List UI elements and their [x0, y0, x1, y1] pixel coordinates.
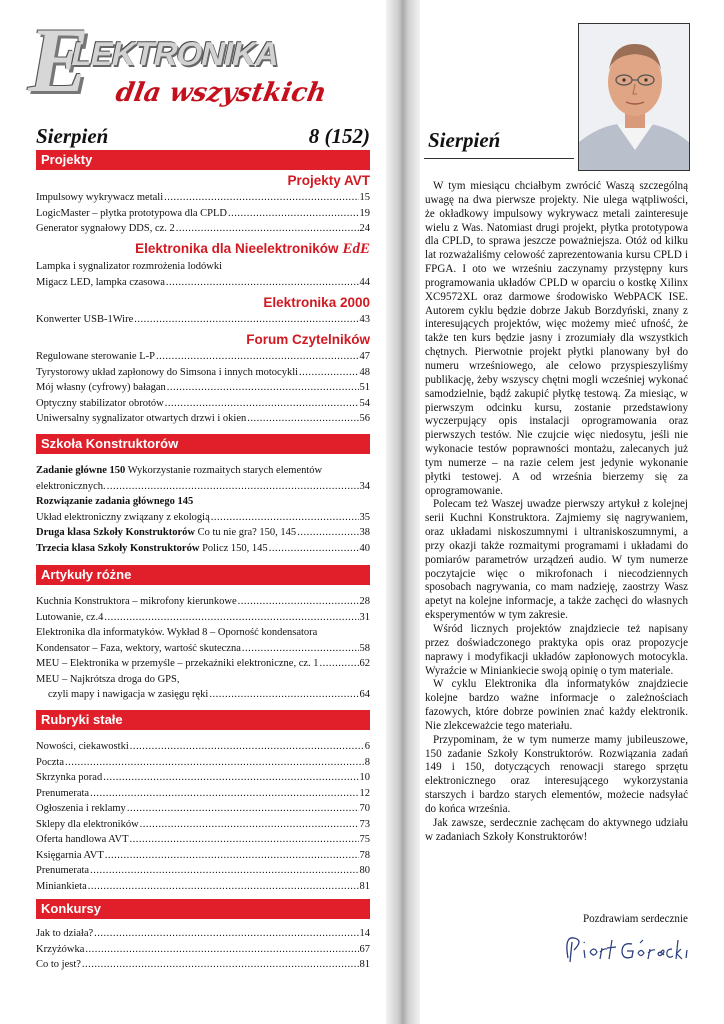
issue-header	[36, 124, 370, 150]
toc-row[interactable]: Trzecia klasa Szkoły Konstruktorów Policz 150, 145 ..... 40	[36, 541, 370, 557]
toc-row[interactable]: Kondensator – Faza, wektory, wartość skuteczna ..... 58	[36, 641, 370, 657]
toc-row[interactable]: Księgarnia AVT ..... 78	[36, 848, 370, 864]
toc-row[interactable]: Układ elektroniczny związany z ekologią ..... 35	[36, 510, 370, 526]
editorial-title: Sierpień	[428, 128, 501, 152]
toc-row[interactable]: Druga klasa Szkoły Konstruktorów Co tu nie gra? 150, 145 ..... 38	[36, 525, 370, 541]
toc-row[interactable]: Poczta ..... 8	[36, 755, 370, 771]
toc-row[interactable]: Migacz LED, lampka czasowa ..... 44	[36, 275, 370, 291]
toc-row[interactable]: elektronicznych. ..... 34	[36, 479, 370, 495]
toc-list-artykuly	[36, 594, 370, 703]
issue-number: 8 (152)	[308, 124, 370, 148]
toc-row[interactable]: czyli mapy i nawigacja w zasięgu ręki ..... 64	[36, 687, 370, 703]
toc-list-forum	[36, 349, 370, 427]
editorial-greeting: Pozdrawiam serdecznie	[582, 913, 688, 925]
editorial-paragraph: W cyklu Elektronika dla informatyków znajdziecie kolejne bardzo ważne informacje o zależnościach fazowych, które dobrze powinien znać każdy elektronik. Nie zlekceważcie tego materiału.	[425, 678, 688, 732]
toc-row[interactable]: Skrzynka porad ..... 10	[36, 770, 370, 786]
toc-line: MEU – Najkrótsza droga do GPS,	[36, 673, 180, 685]
toc-row[interactable]: Mój własny (cyfrowy) bałagan ..... 51	[36, 380, 370, 396]
toc-list-rubryki	[36, 739, 370, 894]
toc-row[interactable]: Lutowanie, cz.4 ..... 31	[36, 610, 370, 626]
toc-row[interactable]: Konwerter USB-1Wire ..... 43	[36, 312, 370, 328]
toc-line: Zadanie główne 150 Wykorzystanie rozmaitych starych elementów	[36, 465, 323, 476]
editorial-body	[425, 180, 688, 845]
toc-line: Elektronika dla informatyków. Wykład 8 – Oporność kondensatora	[36, 627, 318, 638]
toc-list-e2000	[36, 312, 370, 328]
logo-wordmark: LEKTRONIKA	[68, 35, 283, 72]
section-bar-rubryki: Rubryki stałe	[36, 710, 370, 730]
editorial-paragraph: Jak zawsze, serdecznie zachęcam do aktywnego udziału w zadaniach Szkoły Konstruktorów!	[425, 816, 688, 843]
toc-row[interactable]: Kuchnia Konstruktora – mikrofony kierunkowe ..... 28	[36, 594, 370, 610]
toc-row[interactable]: Krzyżówka ..... 67	[36, 942, 370, 958]
author-photo	[578, 23, 690, 171]
section-bar-konkursy: Konkursy	[36, 899, 370, 919]
toc-list-avt	[36, 190, 370, 237]
subsection-forum: Forum Czytelników	[246, 332, 370, 347]
toc-row[interactable]: Jak to działa? ..... 14	[36, 926, 370, 942]
toc-row[interactable]: Tyrystorowy układ zapłonowy do Simsona i innych motocykli ..... 48	[36, 365, 370, 381]
subsection-ede: Elektronika dla Nieelektroników EdE	[135, 241, 370, 257]
subsection-projekty-avt: Projekty AVT	[287, 173, 370, 188]
section-bar-projekty: Projekty	[36, 150, 370, 170]
toc-row[interactable]: Optyczny stabilizator obrotów ..... 54	[36, 396, 370, 412]
toc-row[interactable]: Impulsowy wykrywacz metali ..... 15	[36, 190, 370, 206]
toc-row[interactable]: Oferta handlowa AVT ..... 75	[36, 832, 370, 848]
issue-month: Sierpień	[36, 124, 109, 148]
logo-subtitle: dla wszystkich	[113, 78, 329, 108]
magazine-logo	[28, 9, 373, 118]
toc-list-konkursy	[36, 926, 370, 973]
toc-row[interactable]: Generator sygnałowy DDS, cz. 2 ..... 24	[36, 221, 370, 237]
author-signature	[560, 928, 692, 968]
toc-line: Rozwiązanie zadania głównego 145	[36, 496, 194, 507]
toc-row[interactable]: LogicMaster – płytka prototypowa dla CPLD ..... 19	[36, 206, 370, 222]
toc-row[interactable]: Prenumerata ..... 12	[36, 786, 370, 802]
toc-list-ede	[36, 259, 370, 290]
editorial-paragraph: Przypominam, że w tym numerze mamy jubileuszowe, 150 zadanie Szkoły Konstruktorów. Rozwiązania zadań 149 i 150, dotyczących renowacji starego sprzętu elektronicznego oraz interesującego wykorzystania starszych i bardzo starych elementów, możecie nadsyłać do końca września.	[425, 733, 688, 815]
toc-row[interactable]: Nowości, ciekawostki ..... 6	[36, 739, 370, 755]
toc-line: Lampka i sygnalizator rozmrożenia lodówki	[36, 261, 223, 272]
toc-list-szkola	[36, 463, 370, 556]
editorial-paragraph: Polecam też Waszej uwadze pierwszy artykuł z kolejnej serii Kuchni Konstruktora. Zajmiemy się nagrywaniem, oraz układami niskoszumnymi i ultraniskoszumnymi, a przy okazji także rozmaitymi programami i układami do pomiarów parametrów urządzeń audio. W tym numerze poczytajcie więc o mikrofonach i niecodziennych sposobach nagrywania, co mam nadzieję, zaostrzy Wasz apetyt na kolejne informacje, a także zachęci do własnych eksperymentów w tym zakresie.	[425, 498, 688, 622]
toc-row[interactable]: Prenumerata ..... 80	[36, 863, 370, 879]
ede-logo: EdE	[342, 241, 370, 257]
toc-row[interactable]: Miniankieta ..... 81	[36, 879, 370, 895]
section-bar-artykuly: Artykuły różne	[36, 565, 370, 585]
toc-row[interactable]: Sklepy dla elektroników ..... 73	[36, 817, 370, 833]
logo-initial: E	[28, 9, 90, 111]
toc-row[interactable]: Uniwersalny sygnalizator otwartych drzwi i okien ..... 56	[36, 411, 370, 427]
section-bar-szkola: Szkoła Konstruktorów	[36, 434, 370, 454]
toc-row[interactable]: Co to jest? ..... 81	[36, 957, 370, 973]
toc-row[interactable]: MEU – Elektronika w przemyśle – przekaźniki elektroniczne, cz. 1 ..... 62	[36, 656, 370, 672]
toc-row[interactable]: Regulowane sterowanie L-P ..... 47	[36, 349, 370, 365]
editorial-paragraph: W tym miesiącu chciałbym zwrócić Waszą szczególną uwagę na dwa pierwsze projekty. Nie ulega wątpliwości, że okładkowy impulsowy wykrywacz metali zainteresuje wielu z Was. Natomiast drugi projekt, płytka prototypowa dla CPLD, to sprawa jeszcze poważniejsza. Otóż od kilku lat rozważaliśmy celowość zaprezentowania kursu CPLD i FPGA. I oto we wrześniu zaczynamy przystępny kurs programowania układów CPLD w oparciu o kostkę Xilinx XC9572XL oraz darmowe środowisko WebPACK ISE. Autorem cyklu będzie dobrze Jakub Borzdyński, znany z interesujących projektów, więc możemy mieć ufność, że także ten kurs będzie jasny i zrozumiały dla wszystkich chętnych. Pierwotnie projekt płytki planowany był do numeru wrześniowego, ale celowo przyspieszyliśmy publikację, żeby wszyscy chętni mogli wcześniej wykonać samodzielnie, bądź zakupić płytkę testową. Za miesiąc, w pierwszym odcinku kursu, zostanie przedstawiony wyczerpujący opis instalacji oprogramowania oraz pierwszych testów. Nie czujcie więc niedosytu, jeśli nie wykonacie testów poprawności montażu, zalecanych już tym numerze – na razie celem jest jedynie wykonanie płytki testowej. A od września bierzemy się za oprogramowanie.	[425, 180, 688, 497]
editorial-paragraph: Wśród licznych projektów znajdziecie też napisany przez doświadczonego praktyka opis oraz propozycje naprawy i modyfikacji układów zapłonowych motocykla. Wyraźcie w Miniankiecie swoją opinię o tym materiale.	[425, 623, 688, 677]
subsection-e2000: Elektronika 2000	[263, 295, 370, 310]
page-gutter	[386, 0, 420, 1024]
toc-row[interactable]: Ogłoszenia i reklamy ..... 70	[36, 801, 370, 817]
